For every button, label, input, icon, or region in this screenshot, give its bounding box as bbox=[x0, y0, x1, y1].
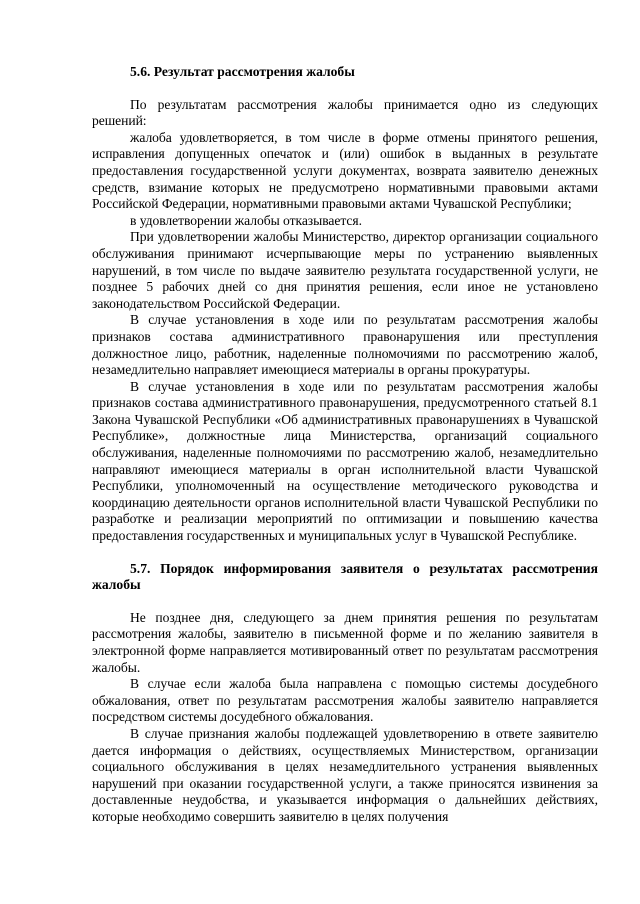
paragraph: При удовлетворении жалобы Министерство, директор организации социального обслуживания принимают исчерпывающие меры по устранению выявленных нарушений, в том числе по выдаче заявителю результата государственной услуги, не позднее 5 рабочих дней со дня принятия решения, если иное не установлено законодательством Российской Федерации. bbox=[92, 229, 598, 311]
document-page bbox=[92, 64, 598, 826]
paragraph: В случае признания жалобы подлежащей удовлетворению в ответе заявителю дается информация о действиях, осуществляемых Министерством, организации социального обслуживания в целях незамедлительного устранения выявленных нарушений при оказании государственной услуги, а также приносятся извинения за доставленные неудобства, и указывается информация о дальнейших действиях, которые необходимо совершить заявителю в целях получения bbox=[92, 725, 598, 824]
paragraph: В случае если жалоба была направлена с помощью системы досудебного обжалования, ответ по результатам рассмотрения жалобы заявителю направляется посредством системы досудебного обжалования. bbox=[92, 676, 598, 725]
paragraph: В случае установления в ходе или по результатам рассмотрения жалобы признаков состава административного правонарушения, предусмотренного статьей 8.1 Закона Чувашской Республики «Об административных правонарушениях в Чувашской Республике», должностные лица Министерства, организаций социального обслуживания, наделенные полномочиями по рассмотрению жалоб, незамедлительно направляют имеющиеся материалы в орган исполнительной власти Чувашской Республики, уполномоченный на осуществление методического руководства и координацию деятельности органов исполнительной власти Чувашской Республики по разработке и реализации мероприятий по оптимизации и повышению качества предоставления государственных и муниципальных услуг в Чувашской Республике. bbox=[92, 378, 598, 544]
paragraph: жалоба удовлетворяется, в том числе в форме отмены принятого решения, исправления допущенных опечаток и (или) ошибок в выданных в результате предоставления государственной услуги документах, возврата заявителю денежных средств, взимание которых не предусмотрено нормативными правовыми актами Российской Федерации, нормативными правовыми актами Чувашской Республики; bbox=[92, 129, 598, 212]
section-heading-5-6: 5.6. Результат рассмотрения жалобы bbox=[130, 64, 355, 79]
paragraph: Не позднее дня, следующего за днем принятия решения по результатам рассмотрения жалобы, заявителю в письменной форме и по желанию заявителя в электронной форме направляется мотивированный ответ по результатам рассмотрения жалобы. bbox=[92, 609, 598, 675]
paragraph: в удовлетворении жалобы отказывается. bbox=[130, 212, 362, 228]
paragraph: По результатам рассмотрения жалобы принимается одно из следующих решений: bbox=[92, 96, 598, 129]
paragraph: В случае установления в ходе или по результатам рассмотрения жалобы признаков состава административного правонарушения или преступления должностное лицо, работник, наделенные полномочиями по рассмотрению жалоб, незамедлительно направляет имеющиеся материалы в органы прокуратуры. bbox=[92, 312, 598, 378]
section-heading-5-7: 5.7. Порядок информирования заявителя о результатах рассмотрения жалобы bbox=[92, 560, 598, 593]
